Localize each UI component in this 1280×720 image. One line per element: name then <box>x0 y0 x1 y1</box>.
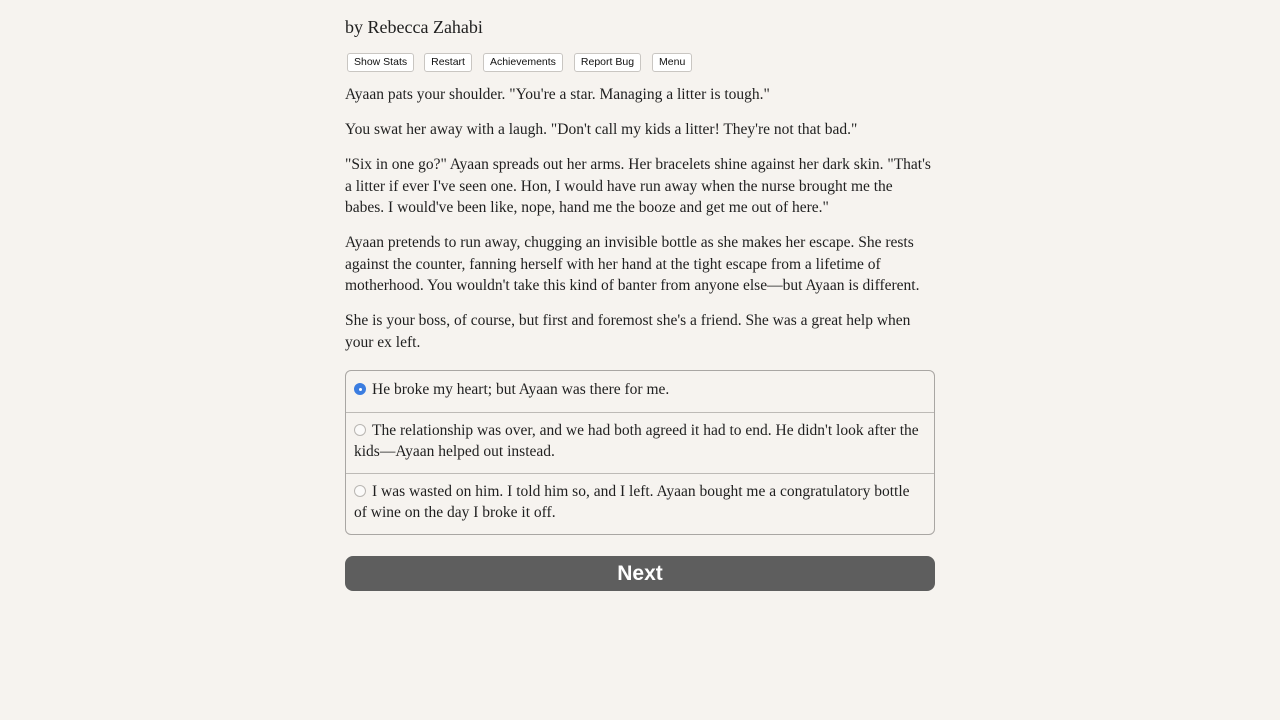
choice-label: He broke my heart; but Ayaan was there for me. <box>372 381 670 398</box>
menu-button[interactable]: Menu <box>652 53 692 72</box>
story-paragraph: You swat her away with a laugh. "Don't call my kids a litter! They're not that bad." <box>345 121 858 138</box>
radio-selected-icon[interactable] <box>354 383 366 395</box>
choice-option-2[interactable] <box>346 412 934 473</box>
radio-unselected-icon[interactable] <box>354 485 366 497</box>
toolbar <box>347 53 692 72</box>
restart-button[interactable]: Restart <box>424 53 472 72</box>
radio-unselected-icon[interactable] <box>354 424 366 436</box>
story-paragraph: "Six in one go?" Ayaan spreads out her arms. Her bracelets shine against her dark skin. "That's a litter if ever I've seen one. Hon, I would have run away when the nurse brought me the babes. I would've been like, nope, hand me the booze and get me out of here." <box>345 156 931 216</box>
choice-list <box>345 370 935 535</box>
next-button[interactable]: Next <box>345 556 935 591</box>
author-byline: by Rebecca Zahabi <box>345 17 483 37</box>
show-stats-button[interactable]: Show Stats <box>347 53 414 72</box>
story-paragraph: Ayaan pretends to run away, chugging an invisible bottle as she makes her escape. She rests against the counter, fanning herself with her hand at the tight escape from a lifetime of motherhood. You wouldn't take this kind of banter from anyone else—but Ayaan is different. <box>345 234 920 294</box>
choice-label: The relationship was over, and we had both agreed it had to end. He didn't look after the kids—Ayaan helped out instead. <box>354 421 919 460</box>
choice-option-1[interactable] <box>346 371 934 412</box>
story-text <box>345 84 935 367</box>
choice-option-3[interactable] <box>346 473 934 534</box>
story-paragraph: Ayaan pats your shoulder. "You're a star. Managing a litter is tough." <box>345 86 770 103</box>
report-bug-button[interactable]: Report Bug <box>574 53 641 72</box>
choice-label: I was wasted on him. I told him so, and I left. Ayaan bought me a congratulatory bottle of wine on the day I broke it off. <box>354 482 910 521</box>
story-paragraph: She is your boss, of course, but first and foremost she's a friend. She was a great help when your ex left. <box>345 312 911 351</box>
achievements-button[interactable]: Achievements <box>483 53 563 72</box>
